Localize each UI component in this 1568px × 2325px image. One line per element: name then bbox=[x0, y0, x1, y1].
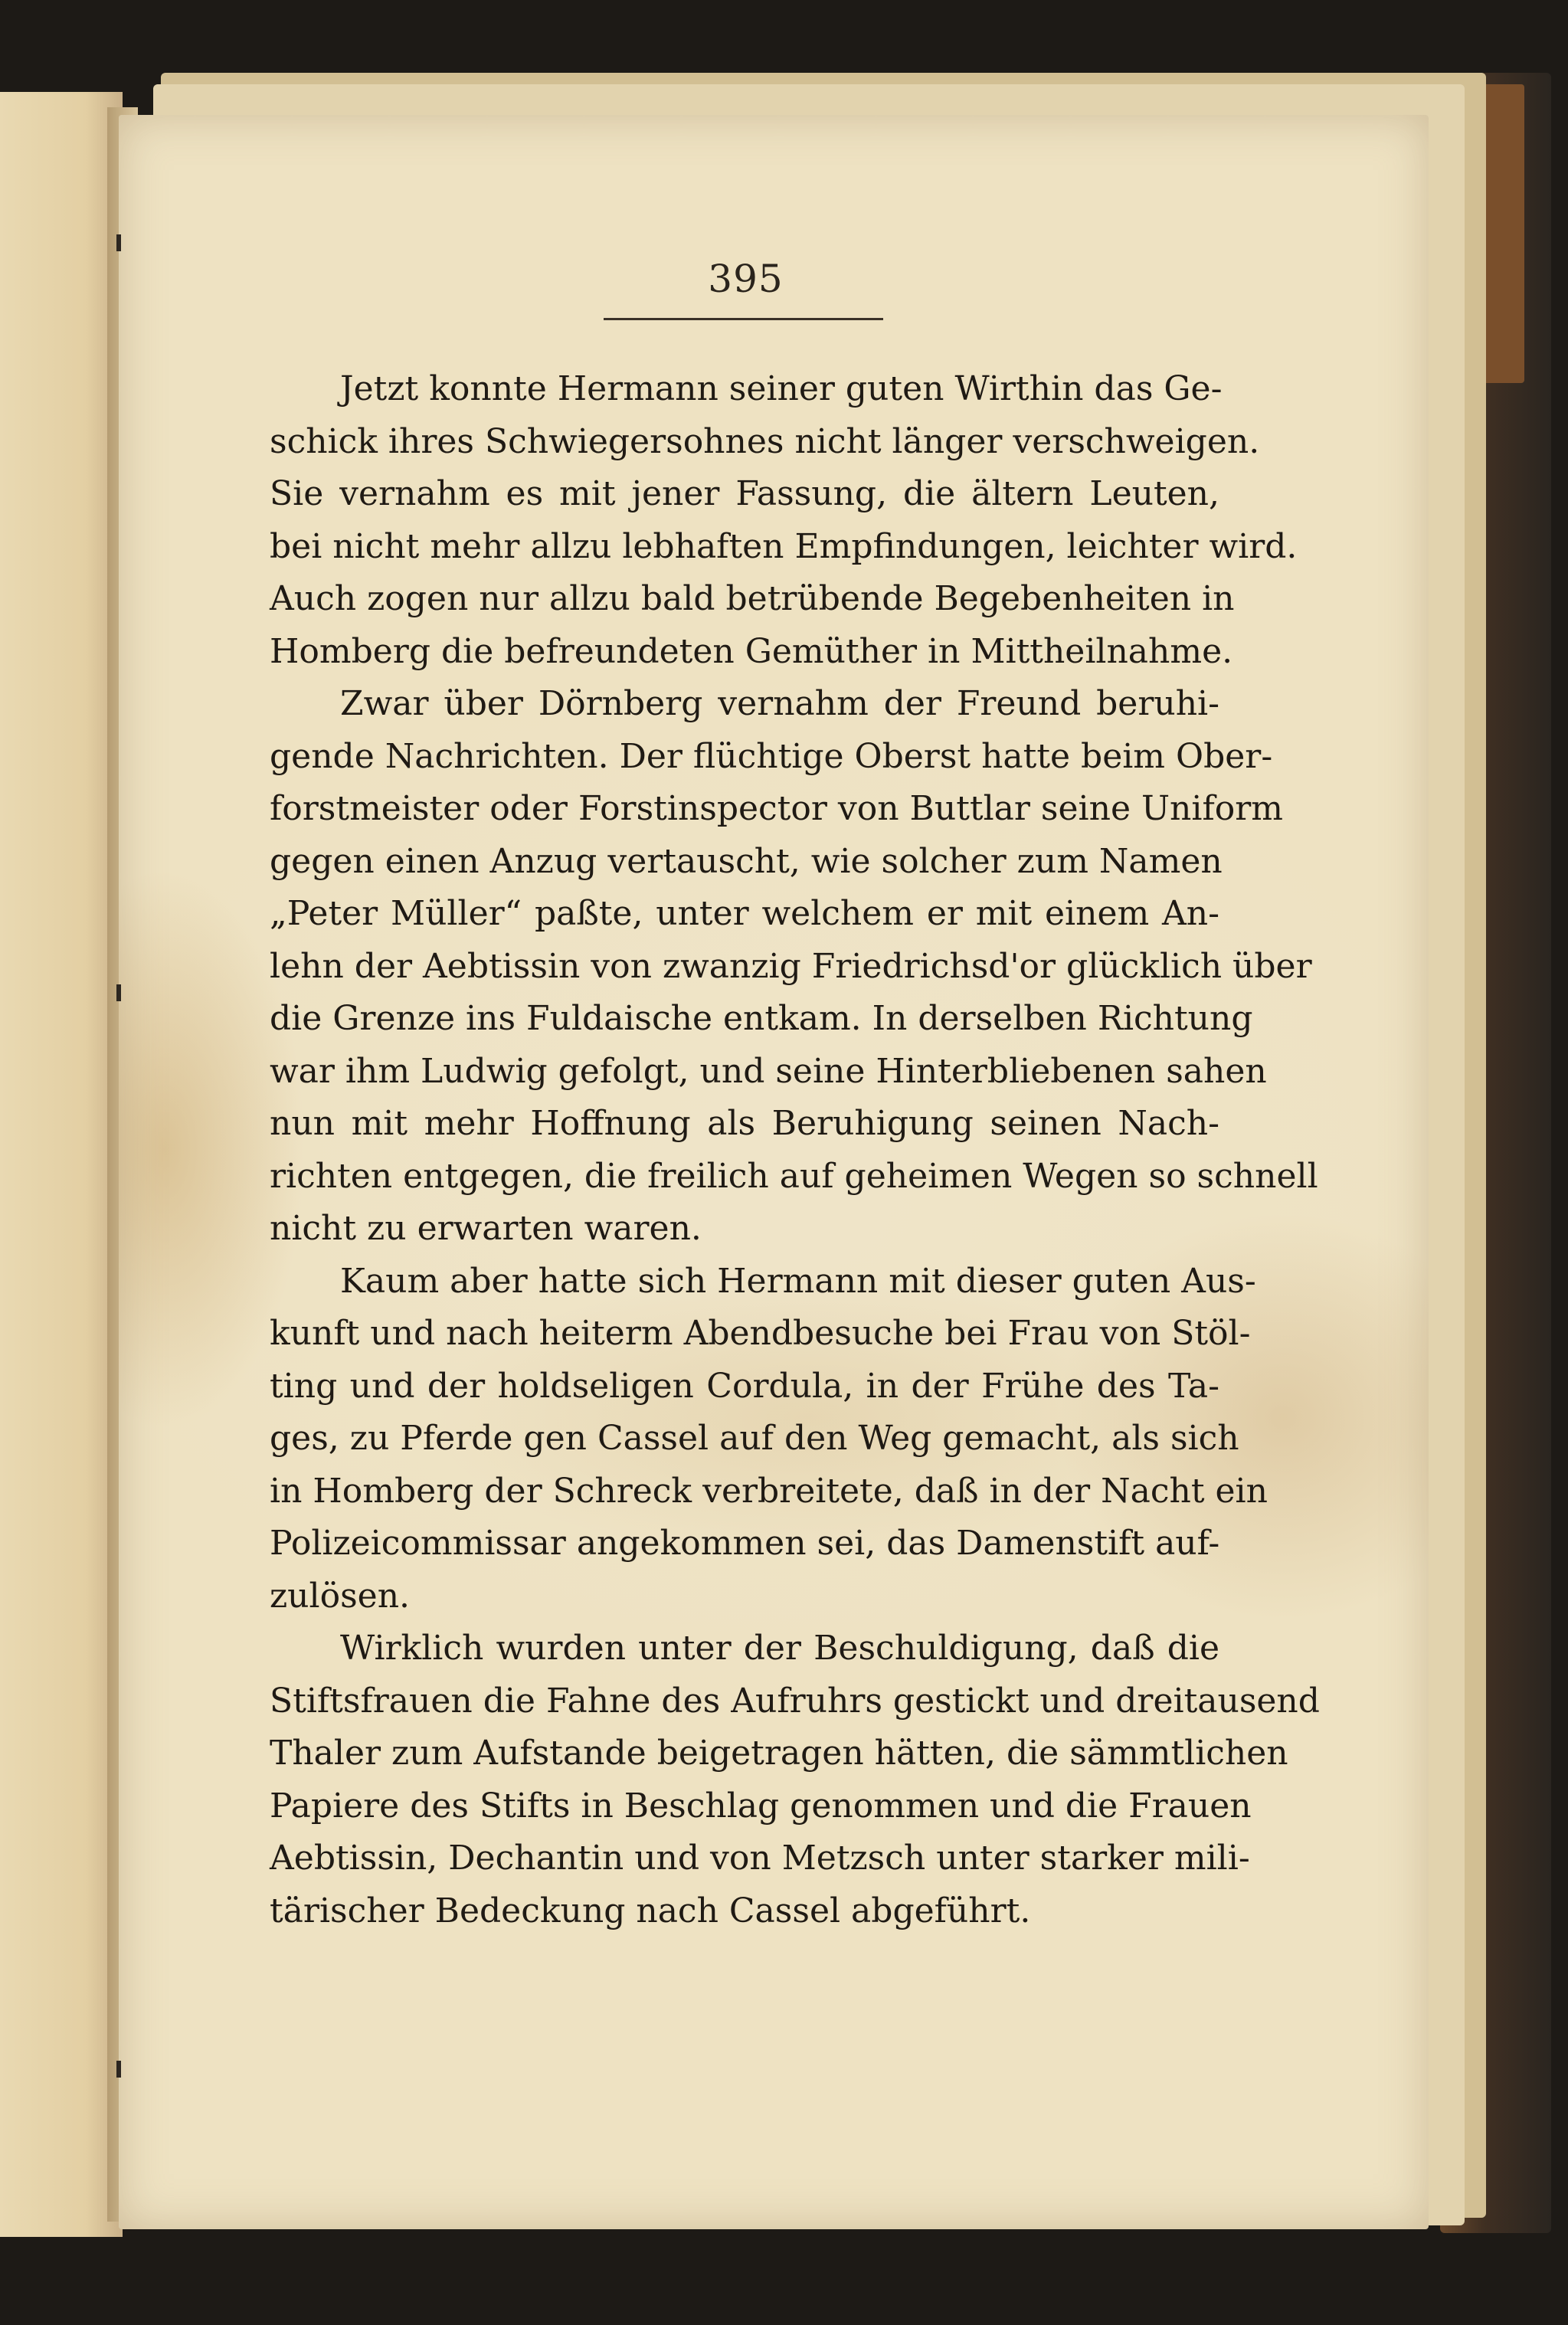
text-line: Homberg die befreundeten Gemüther in Mittheilnahme. bbox=[270, 631, 1233, 671]
text-line: die Grenze ins Fuldaische entkam. In derselben Richtung bbox=[270, 999, 1253, 1038]
text-line: war ihm Ludwig gefolgt, und seine Hinterbliebenen sahen bbox=[270, 1051, 1267, 1091]
text-line: Sie vernahm es mit jener Fassung, die ältern Leuten, bbox=[270, 474, 1219, 513]
margin-tick-mark bbox=[116, 2061, 121, 2078]
text-line: nicht zu erwarten waren. bbox=[270, 1209, 702, 1248]
page-body-text bbox=[270, 363, 1320, 1937]
paragraph-2 bbox=[270, 678, 1318, 1256]
text-line: tärischer Bedeckung nach Cassel abgeführt. bbox=[270, 1891, 1031, 1930]
text-line: Thaler zum Aufstande beigetragen hätten, die sämmtlichen bbox=[270, 1734, 1288, 1773]
text-line: richten entgegen, die freilich auf geheimen Wegen so schnell bbox=[270, 1156, 1318, 1196]
text-line: Kaum aber hatte sich Hermann mit dieser guten Aus- bbox=[340, 1261, 1256, 1301]
text-line: Jetzt konnte Hermann seiner guten Wirthin das Ge- bbox=[340, 369, 1223, 408]
text-line: Papiere des Stifts in Beschlag genommen und die Frauen bbox=[270, 1786, 1252, 1826]
paragraph-1 bbox=[270, 363, 1298, 678]
page-number-text: 395 bbox=[708, 257, 784, 301]
facing-page-sliver bbox=[0, 92, 123, 2237]
text-line: kunft und nach heiterm Abendbesuche bei Frau von Stöl- bbox=[270, 1314, 1251, 1353]
text-line: Zwar über Dörnberg vernahm der Freund beruhi- bbox=[340, 684, 1219, 723]
text-line: gende Nachrichten. Der flüchtige Oberst hatte beim Ober- bbox=[270, 736, 1273, 776]
paragraph-4 bbox=[270, 1623, 1320, 1937]
page-number bbox=[0, 257, 1568, 301]
text-line: Stiftsfrauen die Fahne des Aufruhrs gestickt und dreitausend bbox=[270, 1681, 1320, 1721]
text-line: schick ihres Schwiegersohnes nicht länger verschweigen. bbox=[270, 421, 1260, 461]
text-line: nun mit mehr Hoffnung als Beruhigung seinen Nach- bbox=[270, 1104, 1219, 1143]
text-line: ting und der holdseligen Cordula, in der Frühe des Ta- bbox=[270, 1366, 1219, 1406]
text-line: Wirklich wurden unter der Beschuldigung, daß die bbox=[340, 1629, 1219, 1668]
text-line: zulösen. bbox=[270, 1576, 411, 1616]
text-line: in Homberg der Schreck verbreitete, daß in der Nacht ein bbox=[270, 1471, 1268, 1511]
margin-tick-mark bbox=[116, 234, 121, 251]
text-line: „Peter Müller“ paßte, unter welchem er mit einem An- bbox=[270, 894, 1219, 933]
text-line: Auch zogen nur allzu bald betrübende Begebenheiten in bbox=[270, 579, 1235, 618]
text-line: Aebtissin, Dechantin und von Metzsch unter starker mili- bbox=[270, 1839, 1250, 1878]
text-line: bei nicht mehr allzu lebhaften Empfindungen, leichter wird. bbox=[270, 526, 1298, 566]
text-line: Polizeicommissar angekommen sei, das Damenstift auf- bbox=[270, 1524, 1220, 1563]
text-line: ges, zu Pferde gen Cassel auf den Weg gemacht, als sich bbox=[270, 1419, 1239, 1458]
text-line: lehn der Aebtissin von zwanzig Friedrichsd'or glücklich über bbox=[270, 946, 1312, 986]
text-line: gegen einen Anzug vertauscht, wie solcher zum Namen bbox=[270, 841, 1223, 881]
header-rule bbox=[604, 318, 883, 320]
margin-tick-mark bbox=[116, 984, 121, 1001]
text-line: forstmeister oder Forstinspector von Buttlar seine Uniform bbox=[270, 789, 1283, 828]
paragraph-3 bbox=[270, 1256, 1268, 1623]
